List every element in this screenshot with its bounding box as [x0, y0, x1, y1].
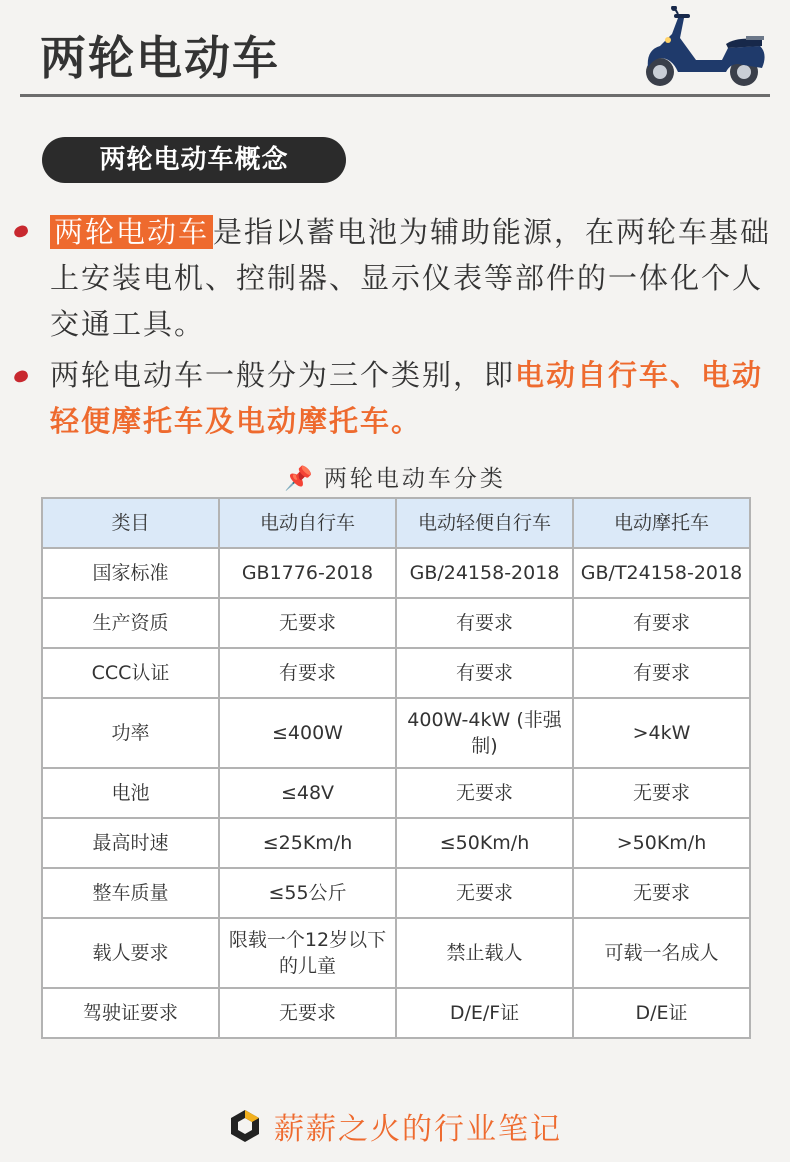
category-text: 两轮电动车一般分为三个类别，即 [50, 358, 516, 392]
table-cell: 整车质量 [42, 868, 219, 918]
header-divider [20, 94, 770, 97]
table-cell: GB/T24158-2018 [573, 548, 750, 598]
table-cell: 驾驶证要求 [42, 988, 219, 1038]
table-cell: 无要求 [219, 598, 396, 648]
concept-paragraph [50, 209, 772, 347]
table-cell: 有要求 [396, 648, 573, 698]
hexagon-logo-icon [228, 1109, 262, 1143]
table-cell: 有要求 [219, 648, 396, 698]
concept-text: 是指以蓄电池为辅助能源，在两轮车基础上安装电机、控制器、显示仪表等部件的一体化个人交通工具。 [50, 215, 772, 341]
section-title: 两轮电动车概念 [42, 137, 346, 183]
table-caption-text: 两轮电动车分类 [323, 466, 506, 492]
table-row [42, 768, 750, 818]
table-cell: GB1776-2018 [219, 548, 396, 598]
table-cell: ≤400W [219, 698, 396, 768]
table-cell: 国家标准 [42, 548, 219, 598]
table-cell: 400W-4kW (非强制) [396, 698, 573, 768]
column-header: 电动自行车 [219, 498, 396, 548]
table-cell: 功率 [42, 698, 219, 768]
table-cell: 有要求 [573, 648, 750, 698]
table-cell: ≤48V [219, 768, 396, 818]
table-cell: 有要求 [396, 598, 573, 648]
table-cell: 可载一名成人 [573, 918, 750, 988]
pushpin-icon: 📌 [284, 466, 316, 492]
table-cell: D/E证 [573, 988, 750, 1038]
table-cell: ≤25Km/h [219, 818, 396, 868]
table-cell: 无要求 [573, 768, 750, 818]
table-header-row [42, 498, 750, 548]
table-cell: 禁止载人 [396, 918, 573, 988]
table-cell: 无要求 [219, 988, 396, 1038]
table-cell: GB/24158-2018 [396, 548, 573, 598]
table-row [42, 598, 750, 648]
table-cell: CCC认证 [42, 648, 219, 698]
table-cell: D/E/F证 [396, 988, 573, 1038]
table-row [42, 548, 750, 598]
page-title: 两轮电动车 [40, 31, 280, 85]
table-cell: 无要求 [396, 868, 573, 918]
table-caption [0, 460, 790, 493]
footer-brand: 薪薪之火的行业笔记 [274, 1112, 562, 1147]
table-cell: 有要求 [573, 598, 750, 648]
table-row [42, 818, 750, 868]
classification-table [41, 497, 751, 1039]
table-cell: >4kW [573, 698, 750, 768]
table-cell: 无要求 [573, 868, 750, 918]
scooter-icon [638, 6, 770, 88]
bullet-icon [13, 369, 30, 384]
column-header: 电动摩托车 [573, 498, 750, 548]
bullet-icon [13, 224, 30, 239]
category-paragraph [50, 352, 772, 444]
table-cell: 载人要求 [42, 918, 219, 988]
table-cell: 限载一个12岁以下的儿童 [219, 918, 396, 988]
table-cell: >50Km/h [573, 818, 750, 868]
header [0, 0, 790, 100]
table-cell: 生产资质 [42, 598, 219, 648]
table-row [42, 868, 750, 918]
table-cell: 最高时速 [42, 818, 219, 868]
table-cell: 无要求 [396, 768, 573, 818]
table-row [42, 698, 750, 768]
table-cell: 电池 [42, 768, 219, 818]
footer [0, 1104, 790, 1152]
table-row [42, 918, 750, 988]
category-highlight: 电动自行车、电动轻便摩托车及电动摩托车。 [50, 358, 764, 438]
table-row [42, 988, 750, 1038]
table-row [42, 648, 750, 698]
table-cell: ≤50Km/h [396, 818, 573, 868]
column-header: 类目 [42, 498, 219, 548]
column-header: 电动轻便自行车 [396, 498, 573, 548]
table-cell: ≤55公斤 [219, 868, 396, 918]
highlight-term: 两轮电动车 [50, 215, 213, 249]
